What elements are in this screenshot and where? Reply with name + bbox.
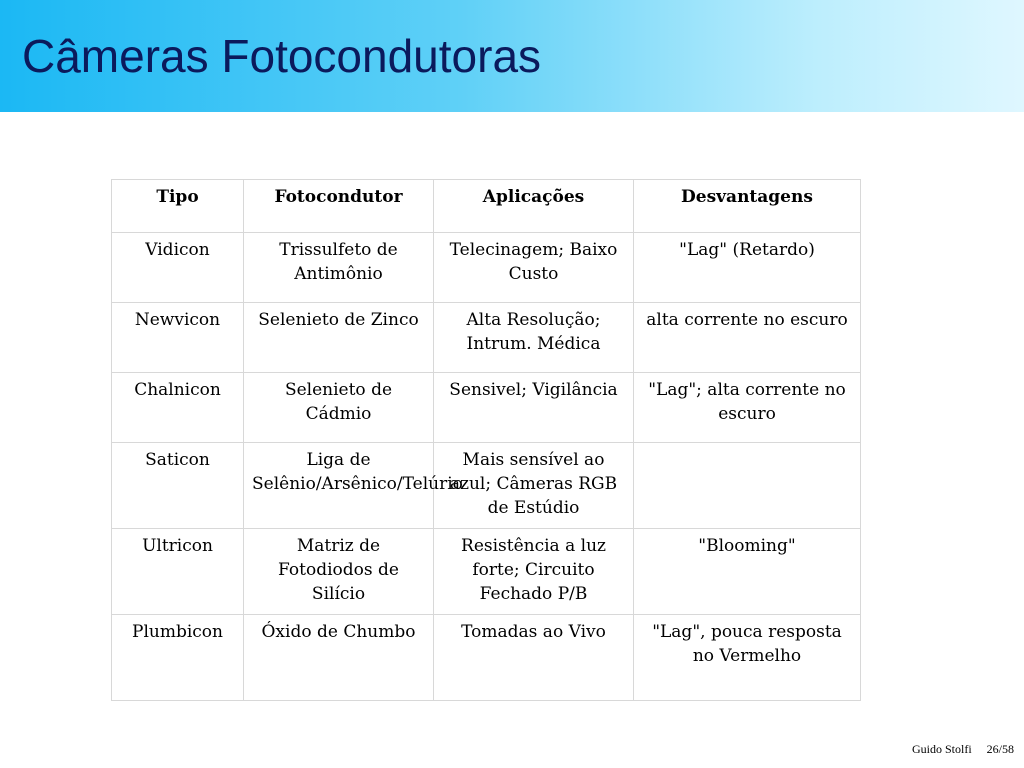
cell-desvantagens: "Lag", pouca resposta no Vermelho [634, 615, 861, 701]
cell-aplicacoes: Sensivel; Vigilância [434, 373, 634, 443]
table-row [112, 529, 861, 615]
title-banner [0, 0, 1024, 112]
cell-tipo: Chalnicon [112, 373, 244, 443]
cell-tipo: Ultricon [112, 529, 244, 615]
footer-author: Guido Stolfi [911, 742, 972, 756]
cell-desvantagens: "Lag" (Retardo) [634, 233, 861, 303]
cell-aplicacoes: Alta Resolução; Intrum. Médica [434, 303, 634, 373]
cell-fotocondutor: Matriz de Fotodiodos de Silício [244, 529, 434, 615]
footer-page-number: 26/58 [986, 742, 1014, 756]
table-header-row [112, 180, 861, 233]
table-row [112, 303, 861, 373]
cell-tipo: Plumbicon [112, 615, 244, 701]
cell-fotocondutor: Selenieto de Cádmio [244, 373, 434, 443]
cell-tipo: Vidicon [112, 233, 244, 303]
cell-tipo: Saticon [112, 443, 244, 529]
cell-aplicacoes: Tomadas ao Vivo [434, 615, 634, 701]
slide-footer [912, 742, 1014, 757]
table-row [112, 373, 861, 443]
cell-fotocondutor: Selenieto de Zinco [244, 303, 434, 373]
header-aplicacoes: Aplicações [434, 180, 634, 233]
cell-fotocondutor: Trissulfeto de Antimônio [244, 233, 434, 303]
slide-title: Câmeras Fotocondutoras [22, 30, 542, 82]
cell-desvantagens [634, 443, 861, 529]
cell-fotocondutor: Liga de Selênio/Arsênico/Telúrio [244, 443, 434, 529]
cell-desvantagens: "Lag"; alta corrente no escuro [634, 373, 861, 443]
cell-aplicacoes: Mais sensível ao azul; Câmeras RGB de Estúdio [434, 443, 634, 529]
cameras-table [111, 179, 861, 701]
header-fotocondutor: Fotocondutor [244, 180, 434, 233]
header-desvantagens: Desvantagens [634, 180, 861, 233]
cell-tipo: Newvicon [112, 303, 244, 373]
cell-aplicacoes: Resistência a luz forte; Circuito Fechado P/B [434, 529, 634, 615]
table-row [112, 615, 861, 701]
table-row [112, 233, 861, 303]
table-row [112, 443, 861, 529]
cell-fotocondutor: Óxido de Chumbo [244, 615, 434, 701]
header-tipo: Tipo [112, 180, 244, 233]
cell-desvantagens: alta corrente no escuro [634, 303, 861, 373]
cell-desvantagens: "Blooming" [634, 529, 861, 615]
cell-aplicacoes: Telecinagem; Baixo Custo [434, 233, 634, 303]
